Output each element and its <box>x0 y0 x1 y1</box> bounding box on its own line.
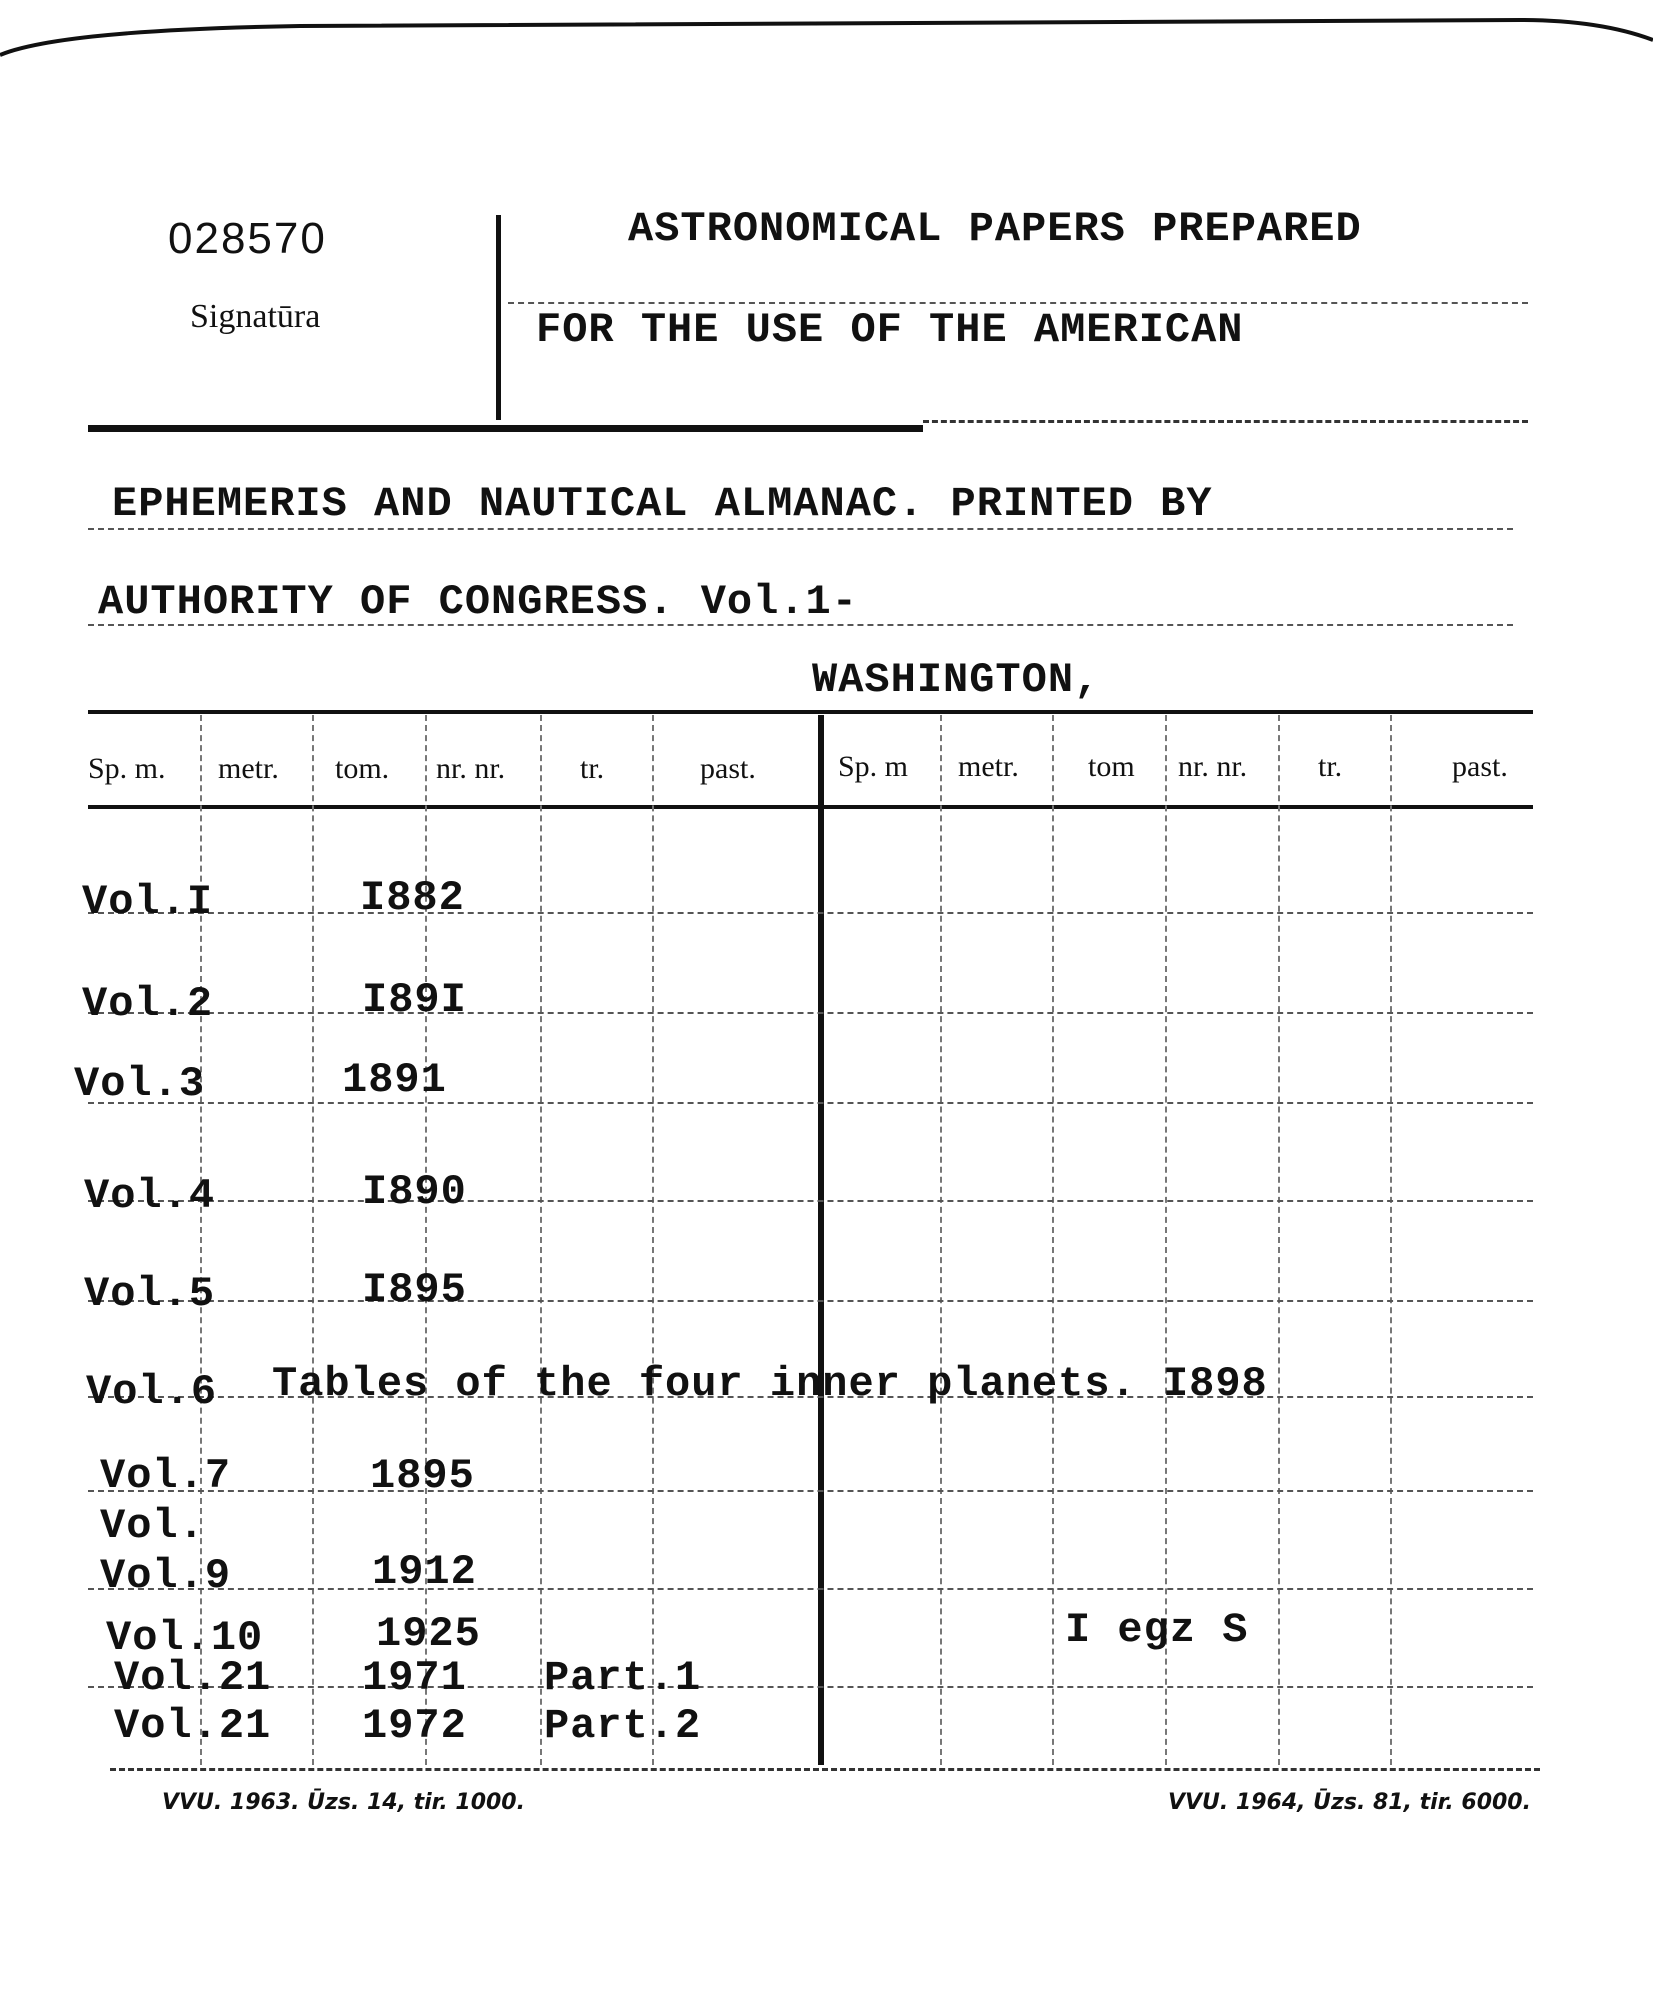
row-vol: Vol.3 <box>74 1060 206 1108</box>
row-year: I895 <box>362 1266 467 1314</box>
table-top-rule <box>88 710 1533 714</box>
col-header: metr. <box>218 752 279 785</box>
title-line-3: EPHEMERIS AND NAUTICAL ALMANAC. PRINTED BY <box>112 480 1213 528</box>
col-header: tr. <box>1318 750 1343 783</box>
row-line <box>88 1686 1533 1688</box>
row-line <box>88 1300 1533 1302</box>
signature-label: Signatūra <box>190 298 321 335</box>
col-header: Sp. m. <box>88 752 166 785</box>
row-vol: Vol.21 <box>114 1702 272 1750</box>
title-line-1: ASTRONOMICAL PAPERS PREPARED <box>628 205 1362 253</box>
col-header: Sp. m <box>838 750 909 783</box>
header-rule-right <box>923 420 1528 423</box>
row-vol: Vol.I <box>82 878 214 926</box>
title-rule-1 <box>508 302 1528 304</box>
row-line <box>88 1012 1533 1014</box>
row-year: 1895 <box>370 1452 475 1500</box>
row-line <box>88 1200 1533 1202</box>
row-year: 1972 <box>362 1702 467 1750</box>
col-header: metr. <box>958 750 1019 783</box>
col-divider <box>200 715 202 1765</box>
header-rule <box>88 425 923 432</box>
row-vol: Vol.6 <box>86 1368 218 1416</box>
col-header: past. <box>700 752 756 785</box>
row-line <box>88 912 1533 914</box>
row-vol: Vol.7 <box>100 1452 232 1500</box>
table-header-rule <box>88 805 1533 809</box>
row-line <box>88 1102 1533 1104</box>
row-year: 1912 <box>372 1548 477 1596</box>
col-header: tom <box>1088 750 1135 783</box>
col-divider <box>1390 715 1392 1765</box>
row-vol: Vol. <box>100 1502 205 1550</box>
header-divider <box>496 215 501 420</box>
row-vol: Vol.21 <box>114 1654 272 1702</box>
row-note: Part.1 <box>544 1654 702 1702</box>
footer-print-note-left: VVU. 1963. Ūzs. 14, tir. 1000. <box>162 1790 525 1815</box>
row-vol: Vol.5 <box>84 1270 216 1318</box>
col-header: tom. <box>335 752 390 785</box>
row-note: Part.2 <box>544 1702 702 1750</box>
title-line-5: WASHINGTON, <box>812 656 1101 704</box>
col-divider <box>652 715 654 1765</box>
col-header: tr. <box>580 752 605 785</box>
footer-print-note-right: VVU. 1964, Ūzs. 81, tir. 6000. <box>1168 1790 1531 1815</box>
card-top-edge <box>0 0 1653 90</box>
table-bottom-rule <box>110 1768 1540 1771</box>
row-vol: Vol.2 <box>82 980 214 1028</box>
row-year: I882 <box>360 874 465 922</box>
row-year: 1925 <box>376 1610 481 1658</box>
col-divider <box>1278 715 1280 1765</box>
title-rule-4 <box>88 624 1513 626</box>
col-divider <box>425 715 427 1765</box>
col-divider <box>1052 715 1054 1765</box>
row-year: I890 <box>362 1168 467 1216</box>
row-year: 1971 <box>362 1654 467 1702</box>
col-header: nr. nr. <box>1178 750 1248 783</box>
row-year: 1891 <box>342 1056 447 1104</box>
row-line <box>88 1490 1533 1492</box>
copies-note: I egz S <box>1065 1606 1249 1654</box>
title-line-2: FOR THE USE OF THE AMERICAN <box>536 306 1244 354</box>
row-vol: Vol.10 <box>106 1614 264 1662</box>
row-year: I89I <box>362 976 467 1024</box>
signature-number: 028570 <box>168 214 327 263</box>
col-divider <box>312 715 314 1765</box>
row-note: Tables of the four inner planets. I898 <box>272 1360 1268 1408</box>
col-header: nr. nr. <box>436 752 506 785</box>
col-divider <box>540 715 542 1765</box>
row-line <box>88 1588 1533 1590</box>
center-divider <box>818 715 824 1765</box>
row-vol: Vol.9 <box>100 1552 232 1600</box>
title-line-4: AUTHORITY OF CONGRESS. Vol.1- <box>98 578 858 626</box>
row-vol: Vol.4 <box>84 1172 216 1220</box>
title-rule-3 <box>88 528 1513 530</box>
col-divider <box>940 715 942 1765</box>
col-header: past. <box>1452 750 1508 783</box>
